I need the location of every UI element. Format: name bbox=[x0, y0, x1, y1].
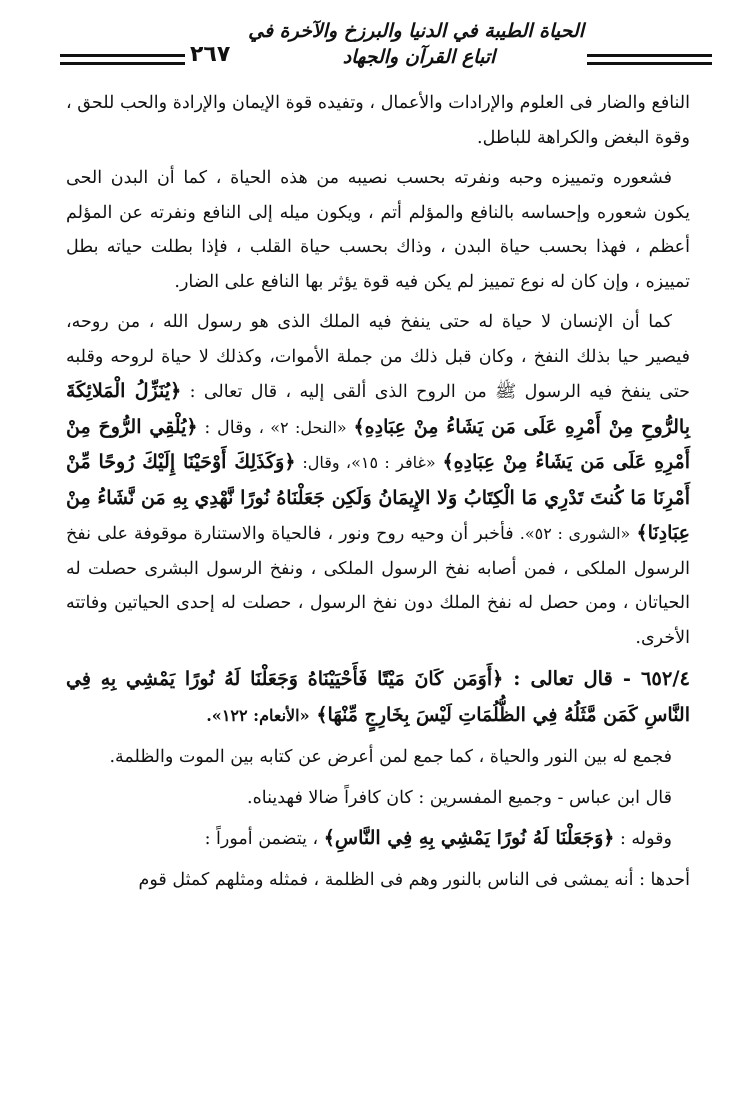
verse-ref-nahl: «النحل: ٢» ، bbox=[258, 417, 347, 437]
header-rule-left bbox=[60, 54, 185, 66]
running-head-line-2: اتباع القرآن والجهاد bbox=[342, 46, 496, 68]
header-rule-right bbox=[587, 54, 712, 66]
paragraph-3-text-a: كما أن الإنسان لا حياة له حتى ينفخ فيه الملك الذى هو رسول الله ، من روحه، فيصير حيا بذلك النفخ ، وكان قبل ذلك من جملة الأموات، وكذلك لا حياة لروحه وقلبه حتى ينفخ فيه الرسول ﷺ من الروح الذى ألقى إليه ، قال تعالى : bbox=[66, 312, 690, 402]
verse-ref-shura: «الشورى : ٥٢». bbox=[519, 524, 631, 543]
paragraph-6: قال ابن عباس - وجميع المفسرين : كان كافراً ضالا فهديناه. bbox=[247, 787, 672, 808]
body-text bbox=[66, 86, 690, 903]
paragraph-7-text-a: وقوله : bbox=[619, 829, 672, 849]
verse-ref-anam: «الأنعام: ١٢٢». bbox=[206, 706, 310, 725]
running-head bbox=[248, 18, 584, 70]
page-header bbox=[40, 18, 712, 88]
paragraph-3-text-c: فأخبر أن وحيه روح ونور ، فالحياة والاستنارة موقوفة على نفخ الرسول الملكى ، فمن أصابه نفخ الرسول الملكى ، ونفخ الرسول البشرى حصلت له الحياتان ، ومن حصل له نفخ الملك دون نفخ الرسول ، حصلت له إحدى الحياتين وفاتته الأخرى. bbox=[66, 524, 690, 648]
running-head-line-1: الحياة الطيبة في الدنيا والبرزخ والآخرة في bbox=[248, 20, 584, 42]
paragraph-4 bbox=[66, 661, 690, 734]
quran-verse-ghafir: ﴿يُلْقِي الرُّوحَ مِنْ أَمْرِهِ عَلَى مَن يَشَاءُ مِنْ عِبَادِهِ﴾ bbox=[66, 415, 690, 473]
paragraph-5: فجمع له بين النور والحياة ، كما جمع لمن أعرض عن كتابه بين الموت والظلمة. bbox=[109, 747, 672, 767]
paragraph-7 bbox=[66, 821, 690, 857]
paragraph-7-text-b: ، يتضمن أموراً : bbox=[204, 829, 319, 849]
quran-verse-nahl: ﴿يُنَزِّلُ الْمَلائِكَةَ بِالرُّوحِ مِنْ أَمْرِهِ عَلَى مَن يَشَاءُ مِنْ عِبَادِهِ﴾ bbox=[66, 380, 690, 438]
quran-verse-shura: ﴿وَكَذَلِكَ أَوْحَيْنَا إِلَيْكَ رُوحًا مِّنْ أَمْرِنَا مَا كُنتَ تَدْرِي مَا الْكِتَابُ وَلا الإِيمَانُ وَلَكِن جَعَلْنَاهُ نُورًا نَّهْدِي بِهِ مَن نَّشَاءُ مِنْ عِبَادِنَا﴾ bbox=[66, 451, 690, 544]
paragraph-2: فشعوره وتمييزه وحبه ونفرته بحسب نصيبه من هذه الحياة ، كما أن البدن الحى يكون شعوره وإحساسه بالنافع والمؤلم أتم ، ويكون ميله إلى النافع ونفرته عن المؤلم أعظم ، فهذا بحسب حياة البدن ، وذاك بحسب حياة القلب ، فإذا بطلت حياته بطل تمييزه ، وإن كان له نوع تمييز لم يكن فيه قوة يؤثر بها النافع على الضار. bbox=[66, 168, 690, 292]
quran-verse-nur: ﴿وَجَعَلْنَا لَهُ نُورًا يَمْشِي بِهِ فِي النَّاسِ﴾ bbox=[323, 827, 615, 849]
entry-number: ٦٥٢/٤ - قال تعالى : bbox=[513, 667, 690, 690]
quran-verse-anam: ﴿أَوَمَن كَانَ مَيْتًا فَأَحْيَيْنَاهُ وَجَعَلْنَا لَهُ نُورًا يَمْشِي بِهِ فِي النَّاسِ كَمَن مَّثَلُهُ فِي الظُّلُمَاتِ لَيْسَ بِخَارِجٍ مِّنْهَا﴾ bbox=[66, 668, 690, 726]
paragraph-3-text-b: وقال : bbox=[204, 417, 252, 438]
page-number: ٢٦٧ bbox=[190, 42, 231, 67]
verse-ref-ghafir: «غافر : ١٥»، وقال: bbox=[302, 453, 436, 472]
paragraph-8: أحدها : أنه يمشى فى الناس بالنور وهم فى الظلمة ، فمثله ومثلهم كمثل قوم bbox=[138, 869, 690, 890]
paragraph-3 bbox=[66, 305, 690, 655]
paragraph-1: النافع والضار فى العلوم والإرادات والأعمال ، وتفيده قوة الإيمان والإرادة والحب للحق ، وقوة البغض والكراهة للباطل. bbox=[66, 93, 690, 148]
